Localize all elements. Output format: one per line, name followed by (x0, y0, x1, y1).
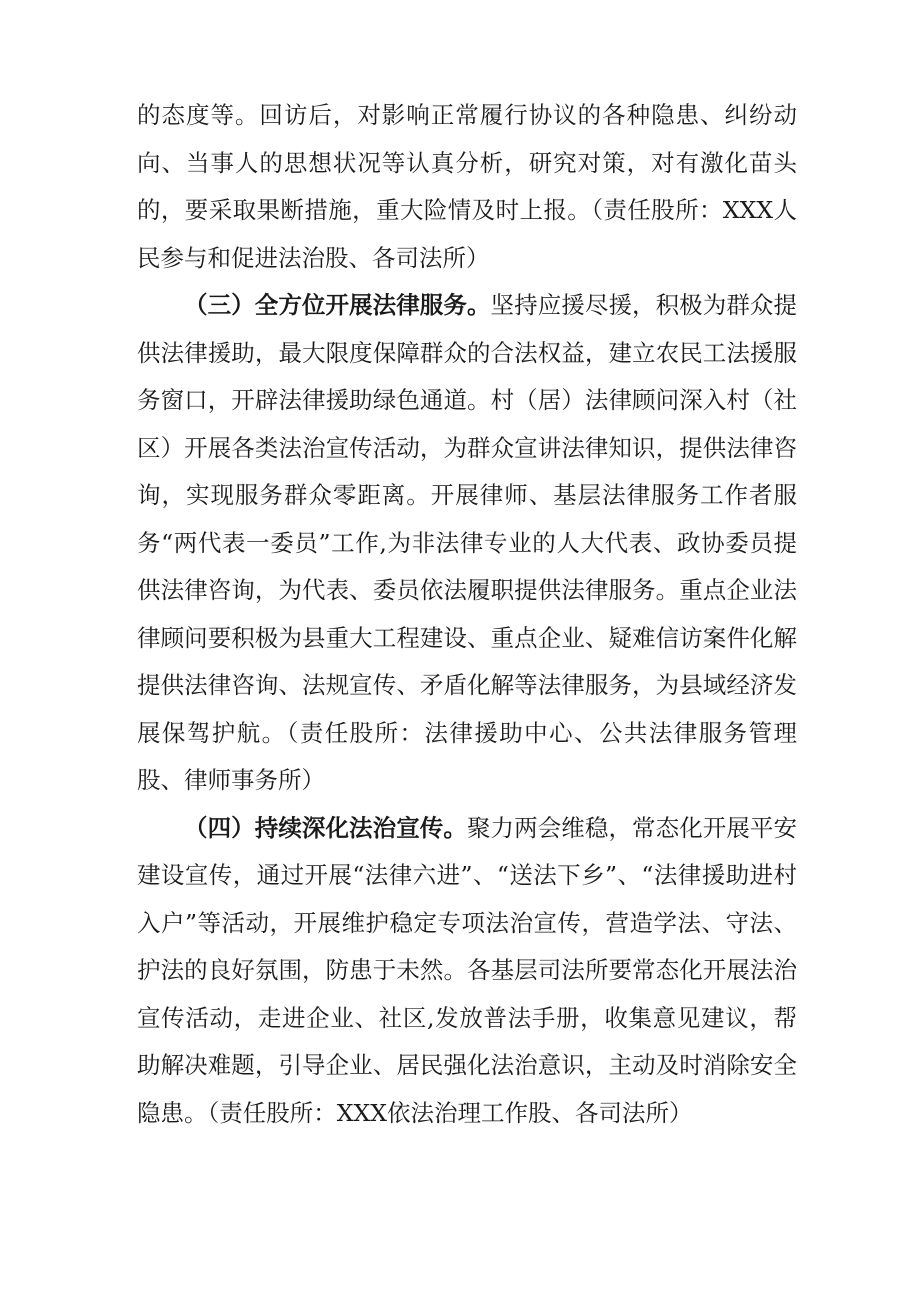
section-heading-legal-publicity: （四）持续深化法治宣传。 (184, 813, 467, 842)
paragraph-text: 聚力两会维稳，常态化开展平安建设宣传，通过开展“法律六进”、“送法下乡”、“法律援助进村入户”等活动，开展维护稳定专项法治宣传，营造学法、守法、护法的良好氛围，防患于未然。各基层司法所要常态化开展法治宣传活动，走进企业、社区,发放普法手册，收集意见建议，帮助解决难题，引导企业、居民强化法治意识，主动及时消除安全隐患。（责任股所：XXX依法治理工作股、各司法所） (137, 813, 798, 1127)
paragraph-text: 坚持应援尽援，积极为群众提供法律援助，最大限度保障群众的合法权益，建立农民工法援服务窗口，开辟法律援助绿色通道。村（居）法律顾问深入村（社区）开展各类法治宣传活动，为群众宣讲法律知识，提供法律咨询，实现服务群众零距离。开展律师、基层法律服务工作者服务“两代表一委员”工作,为非法律专业的人大代表、政协委员提供法律咨询，为代表、委员依法履职提供法律服务。重点企业法律顾问要积极为县重大工程建设、重点企业、疑难信访案件化解提供法律咨询、法规宣传、矛盾化解等法律服务，为县域经济发展保驾护航。（责任股所：法律援助中心、公共法律服务管理股、律师事务所） (137, 291, 798, 794)
paragraph-legal-services (137, 282, 797, 805)
document-body (137, 92, 797, 1137)
paragraph-continuation (137, 92, 797, 282)
paragraph-text: 的态度等。回访后，对影响正常履行协议的各种隐患、纠纷动向、当事人的思想状况等认真分析，研究对策，对有激化苗头的，要采取果断措施，重大险情及时上报。（责任股所：XXX人民参与和促进法治股、各司法所） (137, 101, 797, 272)
paragraph-legal-publicity (137, 805, 797, 1138)
section-heading-legal-services: （三）全方位开展法律服务。 (184, 291, 491, 319)
